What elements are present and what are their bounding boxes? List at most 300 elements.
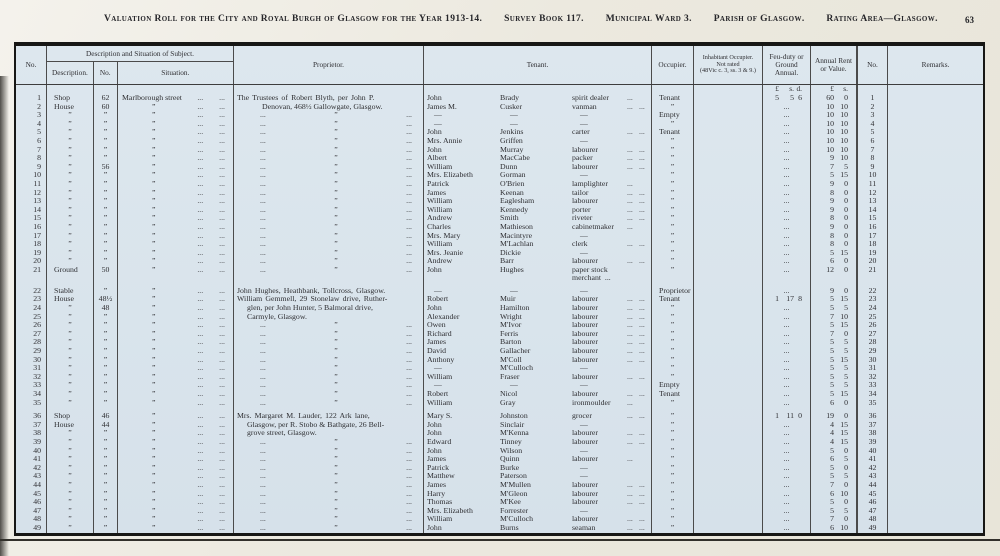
- cell-no: 10: [33, 170, 41, 180]
- cell-tenant: John Brady spirit dealer ...: [427, 93, 633, 102]
- cell-proprietor: ... ” ...: [260, 505, 412, 515]
- cell-annual-rent: 9 0: [830, 204, 848, 214]
- cell-no: 17: [33, 230, 41, 240]
- cell-situation: ” ... ...: [151, 354, 226, 364]
- masthead-title: Valuation Roll for the City and Royal Burgh of Glasgow for the Year 1913-14.: [104, 14, 483, 24]
- cell-annual-rent: 12 0: [826, 264, 848, 274]
- currency-heading-tenant: [424, 85, 651, 94]
- cell-street-no: ”: [103, 196, 108, 206]
- cell-remarks: [888, 163, 983, 172]
- cell-no: 32: [33, 371, 41, 381]
- cell-description: ”: [68, 127, 72, 137]
- cell-remarks: [888, 120, 983, 129]
- cell-no: 19: [33, 247, 41, 257]
- cell-description: ”: [68, 153, 72, 163]
- cell-remarks: [888, 180, 983, 189]
- cell-feu-duty: ...: [783, 397, 790, 407]
- cell-tenant: John Hughes paper stock merchant ...: [427, 264, 611, 282]
- cell-street-no: ”: [103, 397, 108, 407]
- cell-situation: ” ... ...: [151, 294, 226, 304]
- cell-occupier: ”: [670, 264, 675, 274]
- cell-no-right: 32: [868, 371, 877, 381]
- cell-annual-rent: 5 5: [830, 505, 848, 515]
- cell-occupier: ”: [670, 144, 675, 154]
- cell-occupier: ”: [670, 436, 675, 446]
- cell-tenant: John Sinclair —: [427, 419, 588, 429]
- cell-inhabitant-occupier: [694, 390, 762, 399]
- cell-description: ”: [68, 161, 72, 171]
- cell-feu-duty: 1 17 8: [775, 294, 802, 304]
- cell-occupier: ”: [670, 303, 675, 313]
- cell-inhabitant-occupier: [694, 381, 762, 390]
- cell-street-no: ”: [103, 363, 108, 373]
- cell-no-right: 40: [868, 445, 877, 455]
- cell-no-right: 39: [868, 436, 877, 446]
- cell-situation: ” ... ...: [151, 445, 226, 455]
- cell-feu-duty: ...: [783, 371, 790, 381]
- cell-remarks: [888, 524, 983, 533]
- cell-feu-duty: ...: [783, 230, 790, 240]
- cell-tenant: William Dunn labourer ... ...: [427, 161, 645, 171]
- cell-description: House: [54, 294, 74, 304]
- cell-no: 31: [33, 363, 41, 373]
- cell-no-right: 38: [868, 428, 877, 438]
- cell-street-no: ”: [103, 428, 108, 438]
- cell-feu-duty: ...: [783, 462, 790, 472]
- cell-feu-duty: ...: [783, 204, 790, 214]
- cell-occupier: ”: [670, 411, 675, 421]
- cell-tenant: John Burns seaman ... ...: [427, 522, 645, 532]
- cell-occupier: ”: [670, 505, 675, 515]
- cell-description: ”: [68, 178, 72, 188]
- cell-proprietor: ... ” ...: [260, 213, 412, 223]
- cell-tenant: James Barton labourer ... ...: [427, 337, 645, 347]
- cell-situation: ” ... ...: [151, 363, 226, 373]
- cell-remarks: [888, 515, 983, 524]
- cell-remarks: [888, 412, 983, 421]
- cell-remarks: [888, 232, 983, 241]
- cell-inhabitant-occupier: [694, 180, 762, 189]
- cell-situation: ” ... ...: [151, 346, 226, 356]
- cell-annual-rent: 10 10: [826, 110, 848, 120]
- masthead-rating-area: Rating Area—Glasgow.: [826, 14, 938, 24]
- cell-no-right: 22: [868, 285, 877, 295]
- cell-street-no: 48: [101, 303, 110, 313]
- cell-remarks: [888, 146, 983, 155]
- cell-tenant: James Keenan tailor ... ...: [427, 187, 645, 197]
- cell-no-right: 35: [868, 397, 877, 407]
- cell-no-right: 45: [868, 488, 877, 498]
- cell-description: ”: [68, 346, 72, 356]
- cell-no: 8: [37, 153, 41, 163]
- scan-shadow-left: [0, 76, 9, 556]
- cell-inhabitant-occupier: [694, 455, 762, 464]
- cell-description: ”: [68, 389, 72, 398]
- cell-occupier: ”: [670, 153, 675, 163]
- column-no: [16, 85, 47, 533]
- cell-description: ”: [68, 247, 72, 257]
- cell-no: 33: [33, 380, 41, 390]
- cell-annual-rent: 9 0: [830, 221, 848, 231]
- cell-description: ”: [68, 144, 72, 154]
- cell-tenant: Patrick Burke —: [427, 462, 588, 472]
- cell-annual-rent: 6 10: [830, 522, 848, 532]
- cell-inhabitant-occupier: [694, 507, 762, 516]
- cell-feu-duty: ...: [783, 144, 790, 154]
- cell-no-right: 26: [868, 320, 877, 330]
- cell-tenant: Andrew Barr labourer ... ...: [427, 256, 645, 266]
- cell-feu-duty: ...: [783, 170, 790, 180]
- cell-occupier: ”: [670, 213, 675, 223]
- cell-occupier: ”: [670, 256, 675, 266]
- cell-no-right: 29: [868, 346, 877, 356]
- cell-no: 49: [33, 522, 41, 532]
- cell-proprietor: Glasgow, per R. Stobo & Bathgate, 26 Bell-: [247, 419, 385, 429]
- cell-no: 38: [33, 428, 41, 438]
- cell-occupier: ”: [670, 371, 675, 381]
- cell-proprietor: ... ” ...: [260, 479, 412, 489]
- cell-situation: ” ... ...: [151, 419, 226, 429]
- cell-no-right: 21: [868, 264, 877, 274]
- cell-remarks: [888, 197, 983, 206]
- cell-no-right: 36: [868, 411, 877, 421]
- header-occupier: Occupier.: [652, 46, 694, 84]
- cell-street-no: ”: [103, 471, 108, 481]
- inhabitant-line2: Not rated: [716, 60, 740, 68]
- cell-description: ”: [68, 505, 72, 515]
- cell-remarks: [888, 214, 983, 223]
- cell-occupier: Tenant: [659, 389, 681, 398]
- cell-annual-rent: 6 10: [830, 488, 848, 498]
- cell-description: ”: [68, 397, 72, 407]
- scan-edge-line: [0, 539, 1000, 541]
- cell-occupier: ”: [670, 239, 675, 249]
- cell-no-right: 25: [868, 311, 877, 321]
- cell-no: 35: [33, 397, 41, 407]
- cell-inhabitant-occupier: [694, 373, 762, 382]
- cell-occupier: ”: [670, 471, 675, 481]
- cell-no-right: 5: [870, 127, 875, 137]
- cell-description: ”: [68, 514, 72, 524]
- cell-occupier: ”: [670, 135, 675, 145]
- cell-no-right: 23: [868, 294, 877, 304]
- cell-description: ”: [68, 479, 72, 489]
- inhabitant-line1: Inhabitant Occupier.: [702, 53, 754, 61]
- cell-situation: ” ... ...: [151, 213, 226, 223]
- cell-feu-duty: ...: [783, 187, 790, 197]
- cell-proprietor: ... ” ...: [260, 144, 412, 154]
- cell-annual-rent: 5 5: [830, 303, 848, 313]
- cell-remarks: [888, 240, 983, 249]
- cell-street-no: ”: [103, 239, 108, 249]
- cell-no-right: 43: [868, 471, 877, 481]
- cell-no-right: 49: [868, 522, 877, 532]
- cell-tenant: Alexander Wright labourer ... ...: [427, 311, 645, 321]
- cell-situation: ” ... ...: [151, 311, 226, 321]
- cell-description: ”: [68, 196, 72, 206]
- masthead-survey-book: Survey Book 117.: [504, 14, 584, 24]
- cell-remarks: [888, 447, 983, 456]
- cell-remarks: [888, 154, 983, 163]
- cell-inhabitant-occupier: [694, 490, 762, 499]
- masthead-parish: Parish of Glasgow.: [713, 14, 805, 24]
- cell-no-right: 16: [868, 221, 877, 231]
- cell-inhabitant-occupier: [694, 189, 762, 198]
- cell-street-no: ”: [103, 127, 108, 137]
- cell-occupier: Tenant: [659, 127, 681, 137]
- cell-proprietor: ... ” ...: [260, 488, 412, 498]
- cell-street-no: 44: [101, 419, 110, 429]
- column-description: [47, 85, 94, 533]
- cell-annual-rent: 8 0: [830, 187, 848, 197]
- cell-feu-duty: ...: [783, 445, 790, 455]
- cell-tenant: William M'Lachlan clerk ... ...: [427, 239, 645, 249]
- cell-no: 41: [33, 454, 41, 464]
- cell-no-right: 15: [868, 213, 877, 223]
- cell-tenant: James Quinn labourer ...: [427, 454, 633, 464]
- cell-proprietor: ... ” ...: [260, 178, 412, 188]
- cell-description: ”: [68, 371, 72, 381]
- cell-no-right: 12: [868, 187, 877, 197]
- cell-proprietor: ... ” ...: [260, 320, 412, 330]
- cell-description: ”: [68, 497, 72, 507]
- cell-occupier: ”: [670, 328, 675, 338]
- cell-situation: ” ... ...: [151, 436, 226, 446]
- cell-feu-duty: ...: [783, 239, 790, 249]
- cell-no-right: 48: [868, 514, 877, 524]
- cell-remarks: [888, 429, 983, 438]
- cell-situation: ” ... ...: [151, 135, 226, 145]
- cell-no: 47: [33, 505, 41, 515]
- cell-tenant: Albert MacCabe packer ... ...: [427, 153, 645, 163]
- header-feu-duty: Feu-duty or Ground Annual.: [763, 46, 811, 84]
- cell-feu-duty: 5 5 6: [775, 93, 802, 102]
- cell-no: 48: [33, 514, 41, 524]
- header-inhabitant-occupier: [694, 46, 763, 84]
- cell-description: ”: [68, 256, 72, 266]
- cell-inhabitant-occupier: [694, 399, 762, 408]
- cell-no-right: 37: [868, 419, 877, 429]
- cell-description: ”: [68, 471, 72, 481]
- cell-proprietor: ... ” ...: [260, 153, 412, 163]
- cell-street-no: ”: [103, 187, 108, 197]
- cell-occupier: ”: [670, 419, 675, 429]
- cell-situation: ” ... ...: [151, 170, 226, 180]
- cell-street-no: ”: [103, 230, 108, 240]
- cell-description: Shop: [54, 93, 71, 102]
- cell-tenant: Patrick O'Brien lamplighter ...: [427, 178, 633, 188]
- header-proprietor: Proprietor.: [234, 46, 424, 84]
- cell-no-right: 4: [870, 118, 875, 128]
- cell-no-right: 24: [868, 303, 877, 313]
- cell-no: 29: [33, 346, 41, 356]
- cell-occupier: ”: [670, 311, 675, 321]
- cell-street-no: ”: [103, 389, 108, 398]
- cell-proprietor: ... ” ...: [260, 264, 412, 274]
- cell-occupier: ”: [670, 488, 675, 498]
- cell-feu-duty: ...: [783, 488, 790, 498]
- cell-no: 11: [33, 178, 41, 188]
- cell-annual-rent: 10 10: [826, 144, 848, 154]
- cell-no: 1: [37, 93, 41, 102]
- cell-street-no: ”: [103, 221, 108, 231]
- currency-heading-annual-rent: £ s.: [830, 84, 848, 93]
- cell-annual-rent: 9 10: [830, 153, 848, 163]
- cell-tenant: William Eaglesham labourer ... ...: [427, 196, 645, 206]
- cell-description: ”: [68, 221, 72, 231]
- cell-situation: ” ... ...: [151, 471, 226, 481]
- cell-no-right: 20: [868, 256, 877, 266]
- cell-inhabitant-occupier: [694, 214, 762, 223]
- cell-feu-duty: ...: [783, 428, 790, 438]
- cell-feu-duty: ...: [783, 196, 790, 206]
- cell-tenant: David Gallacher labourer ... ...: [427, 346, 645, 356]
- cell-feu-duty: ...: [783, 522, 790, 532]
- cell-description: ”: [68, 187, 72, 197]
- cell-proprietor: ... ” ...: [260, 397, 412, 407]
- cell-description: ”: [68, 522, 72, 532]
- cell-feu-duty: ...: [783, 303, 790, 313]
- cell-no: 37: [33, 419, 41, 429]
- cell-annual-rent: 5 0: [830, 445, 848, 455]
- table-header-row: [16, 46, 983, 85]
- cell-street-no: ”: [103, 170, 108, 180]
- cell-annual-rent: 5 5: [830, 380, 848, 390]
- cell-situation: ” ... ...: [151, 454, 226, 464]
- cell-annual-rent: 5 0: [830, 462, 848, 472]
- table-body: [16, 85, 983, 533]
- cell-no-right: 13: [868, 196, 877, 206]
- cell-annual-rent: 9 0: [830, 178, 848, 188]
- page-masthead: [104, 14, 938, 24]
- cell-no: 28: [33, 337, 41, 347]
- page-number: 63: [965, 15, 974, 25]
- cell-annual-rent: 5 5: [830, 346, 848, 356]
- cell-description: ”: [68, 230, 72, 240]
- cell-no: 15: [33, 213, 41, 223]
- cell-no-right: 27: [868, 328, 877, 338]
- cell-tenant: Mrs. Jeanie Dickie —: [427, 247, 588, 257]
- cell-annual-rent: 5 15: [830, 294, 848, 304]
- cell-description: House: [54, 419, 74, 429]
- cell-remarks: [888, 347, 983, 356]
- cell-proprietor: ... ” ...: [260, 127, 412, 137]
- cell-annual-rent: 7 0: [830, 479, 848, 489]
- cell-annual-rent: 8 0: [830, 239, 848, 249]
- valuation-table: [14, 42, 985, 536]
- cell-description: ”: [68, 303, 72, 313]
- cell-tenant: Harry M'Gleon labourer ... ...: [427, 488, 645, 498]
- cell-tenant: John Hamilton labourer ... ...: [427, 303, 645, 313]
- cell-remarks: [888, 481, 983, 490]
- cell-remarks: [888, 266, 983, 282]
- cell-feu-duty: ...: [783, 118, 790, 128]
- cell-no-right: 33: [868, 380, 877, 390]
- cell-remarks: [888, 472, 983, 481]
- cell-no: 26: [33, 320, 41, 330]
- cell-tenant: James M. Cusker vanman ... ...: [427, 101, 645, 111]
- cell-street-no: ”: [103, 497, 108, 507]
- cell-inhabitant-occupier: [694, 206, 762, 215]
- cell-proprietor: ... ” ...: [260, 221, 412, 231]
- cell-occupier: ”: [670, 161, 675, 171]
- cell-occupier: ”: [670, 204, 675, 214]
- cell-inhabitant-occupier: [694, 197, 762, 206]
- cell-proprietor: ... ” ...: [260, 204, 412, 214]
- cell-situation: ” ... ...: [151, 497, 226, 507]
- cell-feu-duty: ...: [783, 127, 790, 137]
- column-remarks: [888, 85, 983, 533]
- cell-street-no: ”: [103, 328, 108, 338]
- cell-occupier: Empty: [659, 380, 680, 390]
- cell-no: 25: [33, 311, 41, 321]
- cell-street-no: ”: [103, 135, 108, 145]
- cell-feu-duty: ...: [783, 454, 790, 464]
- cell-description: ”: [68, 239, 72, 249]
- cell-annual-rent: 4 15: [830, 436, 848, 446]
- cell-no-right: 42: [868, 462, 877, 472]
- cell-street-no: ”: [103, 436, 108, 446]
- cell-situation: ” ... ...: [151, 479, 226, 489]
- cell-tenant: William Fraser labourer ... ...: [427, 371, 645, 381]
- cell-feu-duty: ...: [783, 101, 790, 111]
- cell-no-right: 30: [868, 354, 877, 364]
- cell-situation: ” ... ...: [151, 247, 226, 257]
- cell-feu-duty: ...: [783, 135, 790, 145]
- cell-situation: ” ... ...: [151, 285, 226, 295]
- cell-no: 4: [37, 118, 41, 128]
- cell-remarks: [888, 399, 983, 408]
- cell-inhabitant-occupier: [694, 447, 762, 456]
- cell-tenant: John Wilson —: [427, 445, 588, 455]
- column-occupier: [652, 85, 694, 533]
- cell-no: 42: [33, 462, 41, 472]
- cell-remarks: [888, 287, 983, 296]
- cell-no-right: 34: [868, 389, 877, 398]
- cell-description: Ground: [54, 264, 78, 274]
- cell-proprietor: John Hughes, Heathbank, Tollcross, Glasgow.: [237, 285, 386, 295]
- cell-street-no: 56: [101, 161, 110, 171]
- cell-proprietor: ... ” ...: [260, 346, 412, 356]
- column-annual-rent: [811, 85, 858, 533]
- cell-annual-rent: 7 0: [830, 514, 848, 524]
- cell-proprietor: ... ” ...: [260, 118, 412, 128]
- header-desc-sit-label: Description and Situation of Subject.: [47, 46, 233, 62]
- cell-occupier: ”: [670, 363, 675, 373]
- cell-tenant: — — —: [434, 110, 588, 120]
- cell-remarks: [888, 464, 983, 473]
- cell-proprietor: ... ” ...: [260, 471, 412, 481]
- cell-remarks: [888, 313, 983, 322]
- cell-street-no: 46: [101, 411, 110, 421]
- cell-inhabitant-occupier: [694, 94, 762, 103]
- cell-no-right: 10: [868, 170, 877, 180]
- cell-proprietor: ... ” ...: [260, 135, 412, 145]
- cell-occupier: ”: [670, 462, 675, 472]
- cell-street-no: ”: [103, 522, 108, 532]
- cell-proprietor: ... ” ...: [260, 337, 412, 347]
- cell-annual-rent: 5 5: [830, 337, 848, 347]
- cell-annual-rent: 10 10: [826, 118, 848, 128]
- cell-no-right: 6: [870, 135, 875, 145]
- header-description: Description.: [47, 62, 94, 84]
- cell-situation: ” ... ...: [151, 196, 226, 206]
- cell-proprietor: ... ” ...: [260, 110, 412, 120]
- cell-proprietor: ... ” ...: [260, 239, 412, 249]
- cell-no-right: 47: [868, 505, 877, 515]
- cell-remarks: [888, 381, 983, 390]
- cell-feu-duty: ...: [783, 328, 790, 338]
